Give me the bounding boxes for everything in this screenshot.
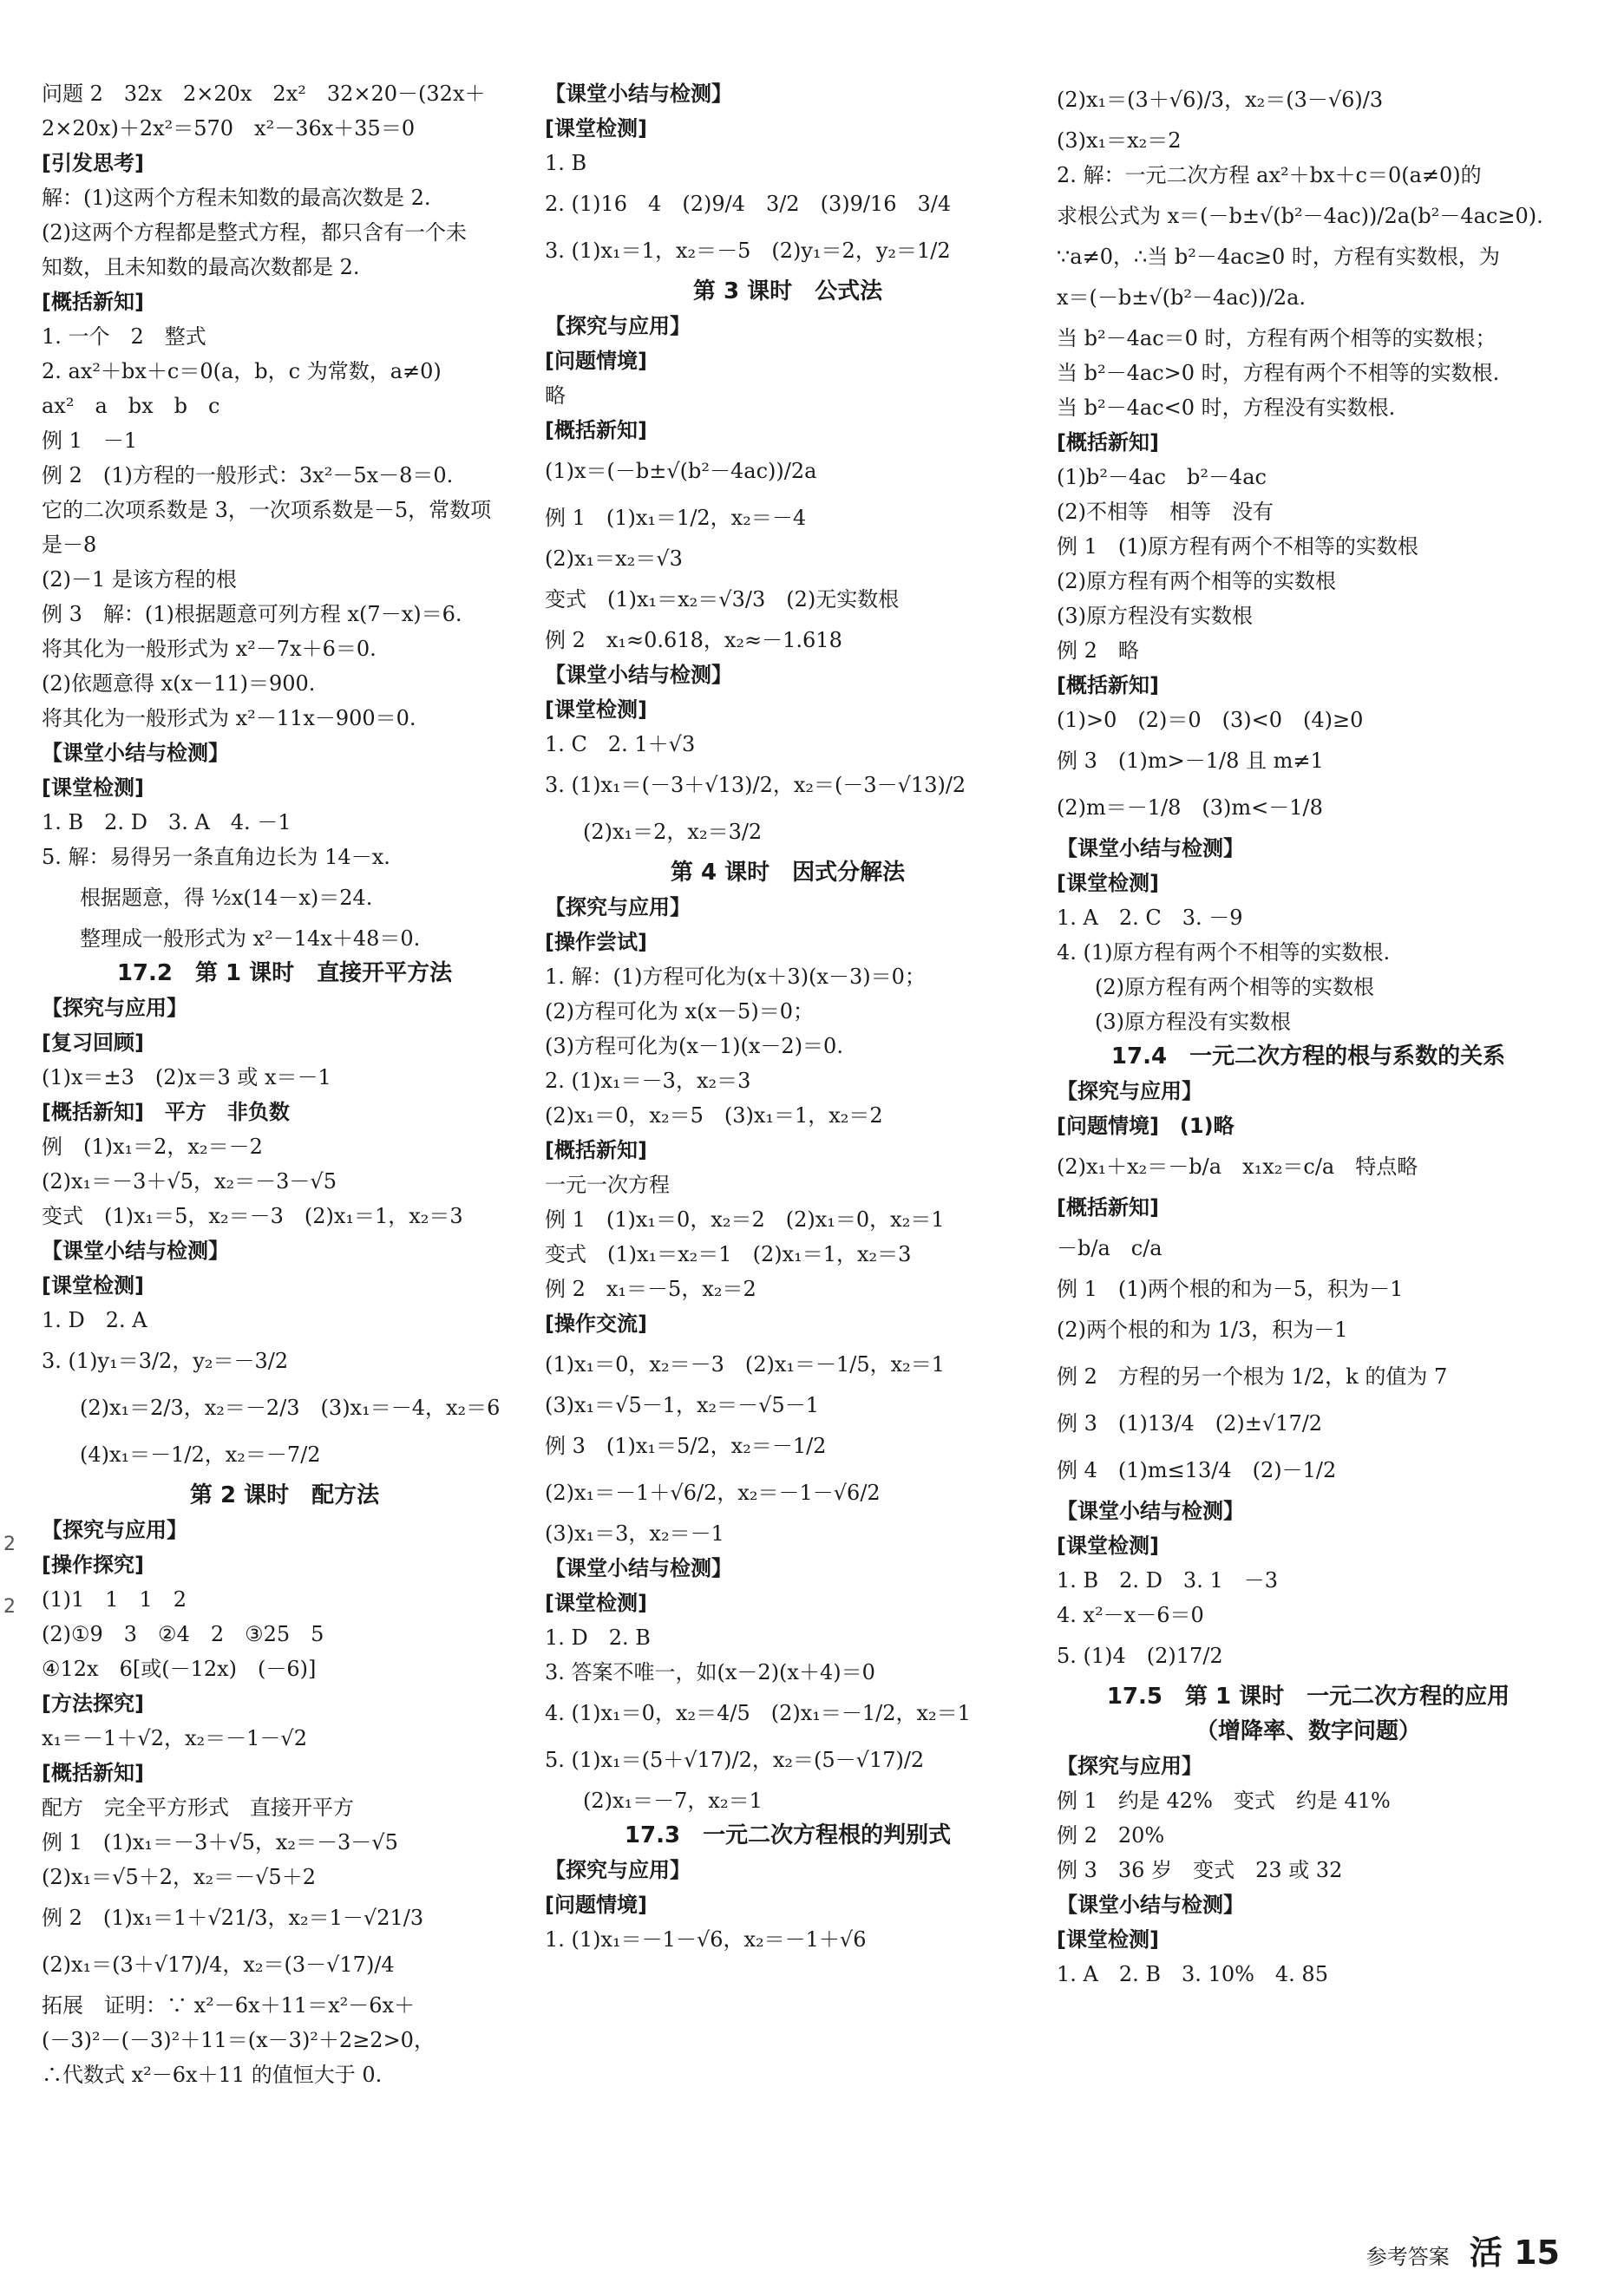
- answer-line: 1. A 2. B 3. 10% 4. 85: [1057, 1962, 1328, 1986]
- column-right: [1057, 76, 1560, 1992]
- answer-line: 4. (1)x₁＝0，x₂＝4/5 (2)x₁＝－1/2，x₂＝1: [545, 1701, 971, 1725]
- answer-line: 知数，且未知数的最高次数都是 2.: [42, 255, 360, 279]
- bracket-heading: 【探究与应用】: [1057, 1754, 1202, 1778]
- answer-line: 略: [545, 383, 566, 408]
- answer-line: 1. B 2. D 3. A 4. －1: [42, 810, 291, 834]
- bracket-heading: 【课堂小结与检测】: [1057, 836, 1244, 860]
- bracket-heading: [概括新知]: [1057, 673, 1159, 697]
- answer-line: 解：(1)这两个方程未知数的最高次数是 2.: [42, 186, 431, 210]
- bracket-heading: [课堂检测]: [1057, 1927, 1159, 1952]
- answer-line: 1. (1)x₁＝－1－√6，x₂＝－1＋√6: [545, 1927, 867, 1952]
- answer-line: 例 2 20%: [1057, 1823, 1165, 1848]
- answer-line: (2)原方程有两个相等的实数根: [1095, 975, 1374, 999]
- answer-line: (1)x＝±3 (2)x＝3 或 x＝－1: [42, 1065, 331, 1089]
- answer-line: (2)x₁＝－3＋√5，x₂＝－3－√5: [42, 1169, 337, 1194]
- answer-line: 是－8: [42, 533, 97, 557]
- answer-line: x₁＝－1＋√2，x₂＝－1－√2: [42, 1726, 307, 1750]
- answer-line: ④12x 6[或(－12x) (－6)]: [42, 1657, 317, 1681]
- bracket-heading: [概括新知]: [545, 418, 647, 442]
- bracket-heading: [复习回顾]: [42, 1030, 144, 1055]
- answer-line: 求根公式为 x＝(－b±√(b²－4ac))/2a(b²－4ac≥0).: [1057, 204, 1543, 228]
- margin-mark: 2: [3, 1596, 16, 1618]
- section-heading: 第 4 课时 因式分解法: [670, 860, 906, 886]
- answer-line: 它的二次项系数是 3，一次项系数是－5，常数项: [42, 498, 492, 522]
- answer-line: ax² a bx b c: [42, 394, 220, 418]
- answer-line: 例 1 (1)原方程有两个不相等的实数根: [1057, 534, 1418, 559]
- bracket-heading: 【课堂小结与检测】: [545, 1556, 732, 1580]
- answer-line: (1)b²－4ac b²－4ac: [1057, 465, 1267, 489]
- answer-line: (1)x＝(－b±√(b²－4ac))/2a: [545, 459, 817, 483]
- bracket-heading: [概括新知]: [1057, 430, 1159, 455]
- page-number: 活 15: [1469, 2234, 1560, 2272]
- answer-line: 例 2 (1)x₁＝1＋√21/3，x₂＝1－√21/3: [42, 1906, 424, 1930]
- answer-line: 整理成一般形式为 x²－14x＋48＝0.: [80, 926, 421, 951]
- answer-line: 例 3 (1)x₁＝5/2，x₂＝－1/2: [545, 1434, 827, 1458]
- section-heading: 17.5 第 1 课时 一元二次方程的应用: [1106, 1684, 1510, 1710]
- answer-line: 例 3 (1)13/4 (2)±√17/2: [1057, 1411, 1323, 1436]
- answer-line: 例 1 约是 42% 变式 约是 41%: [1057, 1789, 1391, 1813]
- answer-line: (3)x₁＝√5－1，x₂＝－√5－1: [545, 1393, 819, 1417]
- answer-line: 5. (1)x₁＝(5＋√17)/2，x₂＝(5－√17)/2: [545, 1748, 925, 1772]
- answer-line: (3)原方程没有实数根: [1095, 1010, 1291, 1034]
- answer-line: 3. (1)y₁＝3/2，y₂＝－3/2: [42, 1349, 289, 1373]
- column-left: [42, 76, 527, 2092]
- bracket-heading: [课堂检测]: [1057, 871, 1159, 895]
- section-heading: 17.2 第 1 课时 直接开平方法: [116, 960, 453, 986]
- answer-line: 例 (1)x₁＝2，x₂＝－2: [42, 1135, 263, 1159]
- answer-line: 2. (1)16 4 (2)9/4 3/2 (3)9/16 3/4: [545, 192, 952, 216]
- answer-line: 例 3 (1)m>－1/8 且 m≠1: [1057, 749, 1324, 773]
- answer-line: (2)依题意得 x(x－11)＝900.: [42, 671, 316, 696]
- bracket-heading: 【课堂小结与检测】: [42, 741, 229, 765]
- answer-line: 例 3 解：(1)根据题意可列方程 x(7－x)＝6.: [42, 602, 462, 626]
- answer-line: 拓展 证明：∵ x²－6x＋11＝x²－6x＋: [42, 1993, 416, 2018]
- column-middle: [545, 76, 1031, 1957]
- answer-line: (2)x₁＝x₂＝√3: [545, 546, 683, 571]
- answer-line: 根据题意，得 ½x(14－x)＝24.: [80, 886, 373, 910]
- bracket-heading: [操作尝试]: [545, 930, 647, 954]
- answer-line: 2. (1)x₁＝－3，x₂＝3: [545, 1069, 751, 1093]
- answer-line: (2)x₁＝0，x₂＝5 (3)x₁＝1，x₂＝2: [545, 1103, 883, 1128]
- answer-line: (2)m＝－1/8 (3)m<－1/8: [1057, 795, 1323, 820]
- answer-line: 例 2 x₁＝－5，x₂＝2: [545, 1277, 756, 1301]
- bracket-heading: [操作探究]: [42, 1553, 144, 1577]
- answer-line: (2)x₁＋x₂＝－b/a x₁x₂＝c/a 特点略: [1057, 1155, 1418, 1179]
- section-heading: 第 3 课时 公式法: [692, 278, 883, 304]
- answer-line: 1. C 2. 1＋√3: [545, 732, 696, 756]
- answer-line: 一元一次方程: [545, 1173, 670, 1197]
- bracket-heading: 【课堂小结与检测】: [545, 82, 732, 106]
- answer-line: 1. A 2. C 3. －9: [1057, 906, 1243, 930]
- footer-label: 参考答案: [1366, 2245, 1450, 2269]
- answer-line: (2)这两个方程都是整式方程，都只含有一个未: [42, 220, 467, 245]
- answer-line: 例 1 (1)x₁＝0，x₂＝2 (2)x₁＝0，x₂＝1: [545, 1207, 945, 1232]
- answer-line: (1)x₁＝0，x₂＝－3 (2)x₁＝－1/5，x₂＝1: [545, 1352, 946, 1377]
- answer-line: (4)x₁＝－1/2，x₂＝－7/2: [80, 1442, 321, 1467]
- answer-line: 例 2 x₁≈0.618，x₂≈－1.618: [545, 628, 842, 652]
- answer-line: 5. (1)4 (2)17/2: [1057, 1644, 1223, 1668]
- bracket-heading: [方法探究]: [42, 1691, 144, 1716]
- answer-line: (3)x₁＝x₂＝2: [1057, 128, 1182, 153]
- section-heading: 第 2 课时 配方法: [189, 1482, 380, 1508]
- bracket-heading: 【课堂小结与检测】: [42, 1239, 229, 1263]
- bracket-heading: [课堂检测]: [42, 775, 144, 800]
- answer-line: 例 1 －1: [42, 428, 138, 453]
- answer-line: 4. x²－x－6＝0: [1057, 1603, 1204, 1627]
- answer-line: 1. 一个 2 整式: [42, 324, 206, 349]
- answer-line: 1. B: [545, 151, 587, 175]
- answer-line: 2. ax²＋bx＋c＝0(a，b，c 为常数，a≠0): [42, 359, 442, 383]
- answer-line: 例 1 (1)两个根的和为－5，积为－1: [1057, 1277, 1404, 1301]
- bracket-heading: [问题情境]: [545, 1893, 647, 1917]
- answer-line: 1. D 2. B: [545, 1626, 651, 1650]
- bracket-heading: [引发思考]: [42, 151, 144, 175]
- answer-line: 3. (1)x₁＝(－3＋√13)/2，x₂＝(－3－√13)/2: [545, 773, 966, 797]
- answer-line: 变式 (1)x₁＝x₂＝√3/3 (2)无实数根: [545, 587, 900, 612]
- answer-line: 将其化为一般形式为 x²－11x－900＝0.: [42, 706, 416, 730]
- bracket-heading: 【探究与应用】: [42, 996, 187, 1020]
- bracket-heading: 【课堂小结与检测】: [1057, 1893, 1244, 1917]
- answer-line: 3. 答案不唯一，如(x－2)(x＋4)＝0: [545, 1660, 875, 1684]
- answer-line: (2)两个根的和为 1/3，积为－1: [1057, 1318, 1348, 1342]
- bracket-heading: [课堂检测]: [1057, 1534, 1159, 1558]
- bracket-heading: [操作交流]: [545, 1312, 647, 1336]
- answer-line: 当 b²－4ac<0 时，方程没有实数根.: [1057, 396, 1396, 420]
- margin-mark: 2: [3, 1534, 16, 1555]
- answer-line: 例 2 略: [1057, 638, 1139, 663]
- answer-line: (2)x₁＝√5＋2，x₂＝－√5＋2: [42, 1865, 316, 1889]
- answer-line: (2)x₁＝2，x₂＝3/2: [583, 820, 763, 844]
- answer-line: (3)x₁＝3，x₂＝－1: [545, 1521, 724, 1546]
- answer-line: (2)①9 3 ②4 2 ③25 5: [42, 1622, 324, 1646]
- answer-line: (1)>0 (2)＝0 (3)<0 (4)≥0: [1057, 708, 1364, 732]
- answer-line: 变式 (1)x₁＝x₂＝1 (2)x₁＝1，x₂＝3: [545, 1242, 912, 1266]
- answer-line: 2. 解：一元二次方程 ax²＋bx＋c＝0(a≠0)的: [1057, 163, 1482, 187]
- answer-line: 1. D 2. A: [42, 1308, 147, 1332]
- bracket-heading: 【探究与应用】: [545, 895, 691, 919]
- answer-line: －b/a c/a: [1057, 1236, 1162, 1260]
- bracket-heading: [概括新知]: [545, 1138, 647, 1162]
- bracket-heading: [问题情境] (1)略: [1057, 1114, 1235, 1138]
- answer-line: 4. (1)原方程有两个不相等的实数根.: [1057, 940, 1391, 965]
- bracket-heading: [问题情境]: [545, 349, 647, 373]
- answer-line: 例 1 (1)x₁＝1/2，x₂＝－4: [545, 506, 807, 530]
- bracket-heading: 【探究与应用】: [545, 314, 691, 338]
- bracket-heading: [概括新知] 平方 非负数: [42, 1100, 290, 1124]
- bracket-heading: [课堂检测]: [545, 1591, 647, 1615]
- bracket-heading: [概括新知]: [1057, 1195, 1159, 1220]
- answer-line: 问题 2 32x 2×20x 2x² 32×20－(32x＋: [42, 82, 486, 106]
- answer-line: 2×20x)＋2x²＝570 x²－36x＋35＝0: [42, 116, 416, 141]
- answer-line: (2)原方程有两个相等的实数根: [1057, 569, 1336, 593]
- section-heading: 17.3 一元二次方程根的判别式: [624, 1822, 952, 1848]
- answer-line: 例 3 36 岁 变式 23 或 32: [1057, 1858, 1343, 1882]
- bracket-heading: 【探究与应用】: [42, 1518, 187, 1542]
- answer-line: (2)方程可化为 x(x－5)＝0；: [545, 999, 814, 1024]
- answer-line: 1. B 2. D 3. 1 －3: [1057, 1568, 1278, 1593]
- answer-line: (1)1 1 1 2: [42, 1587, 187, 1612]
- answer-line: 例 2 (1)方程的一般形式：3x²－5x－8＝0.: [42, 463, 454, 487]
- answer-line: 1. 解：(1)方程可化为(x＋3)(x－3)＝0；: [545, 965, 926, 989]
- answer-line: (2)不相等 相等 没有: [1057, 500, 1274, 524]
- answer-line: ∴代数式 x²－6x＋11 的值恒大于 0.: [42, 2063, 383, 2087]
- answer-line: (2)x₁＝2/3，x₂＝－2/3 (3)x₁＝－4，x₂＝6: [80, 1396, 501, 1420]
- section-heading: 17.4 一元二次方程的根与系数的关系: [1110, 1043, 1506, 1070]
- answer-line: (2)x₁＝(3＋√6)/3，x₂＝(3－√6)/3: [1057, 88, 1384, 112]
- section-heading: （增降率、数字问题）: [1195, 1718, 1421, 1744]
- bracket-heading: [课堂检测]: [545, 697, 647, 722]
- answer-line: (－3)²－(－3)²＋11＝(x－3)²＋2≥2>0，: [42, 2028, 435, 2052]
- bracket-heading: 【课堂小结与检测】: [1057, 1499, 1244, 1523]
- answer-line: (3)原方程没有实数根: [1057, 604, 1253, 628]
- answer-line: 例 4 (1)m≤13/4 (2)－1/2: [1057, 1458, 1337, 1482]
- answer-line: 例 2 方程的另一个根为 1/2，k 的值为 7: [1057, 1364, 1448, 1389]
- answer-line: (2)x₁＝－7，x₂＝1: [583, 1789, 763, 1813]
- answer-line: 将其化为一般形式为 x²－7x＋6＝0.: [42, 637, 377, 661]
- answer-line: (2)x₁＝－1＋√6/2，x₂＝－1－√6/2: [545, 1481, 881, 1505]
- answer-line: 5. 解：易得另一条直角边长为 14－x.: [42, 845, 390, 869]
- bracket-heading: 【课堂小结与检测】: [545, 663, 732, 687]
- answer-line: 变式 (1)x₁＝5，x₂＝－3 (2)x₁＝1，x₂＝3: [42, 1204, 463, 1228]
- bracket-heading: [概括新知]: [42, 290, 144, 314]
- answer-line: 配方 完全平方形式 直接开平方: [42, 1796, 354, 1820]
- answer-line: 例 1 (1)x₁＝－3＋√5，x₂＝－3－√5: [42, 1830, 398, 1854]
- answer-line: 3. (1)x₁＝1，x₂＝－5 (2)y₁＝2，y₂＝1/2: [545, 239, 951, 263]
- bracket-heading: 【探究与应用】: [1057, 1079, 1202, 1103]
- page-footer: [1366, 2228, 1560, 2277]
- answer-line: 当 b²－4ac>0 时，方程有两个不相等的实数根.: [1057, 361, 1500, 385]
- answer-line: ∵a≠0，∴当 b²－4ac≥0 时，方程有实数根，为: [1057, 245, 1500, 269]
- bracket-heading: [概括新知]: [42, 1761, 144, 1785]
- answer-line: x＝(－b±√(b²－4ac))/2a.: [1057, 285, 1307, 310]
- bracket-heading: 【探究与应用】: [545, 1858, 691, 1882]
- bracket-heading: [课堂检测]: [545, 116, 647, 141]
- answer-line: (3)方程可化为(x－1)(x－2)＝0.: [545, 1034, 843, 1058]
- answer-line: (2)x₁＝(3＋√17)/4，x₂＝(3－√17)/4: [42, 1953, 395, 1977]
- answer-line: (2)－1 是该方程的根: [42, 567, 237, 592]
- bracket-heading: [课堂检测]: [42, 1273, 144, 1298]
- answer-line: 当 b²－4ac＝0 时，方程有两个相等的实数根；: [1057, 326, 1496, 350]
